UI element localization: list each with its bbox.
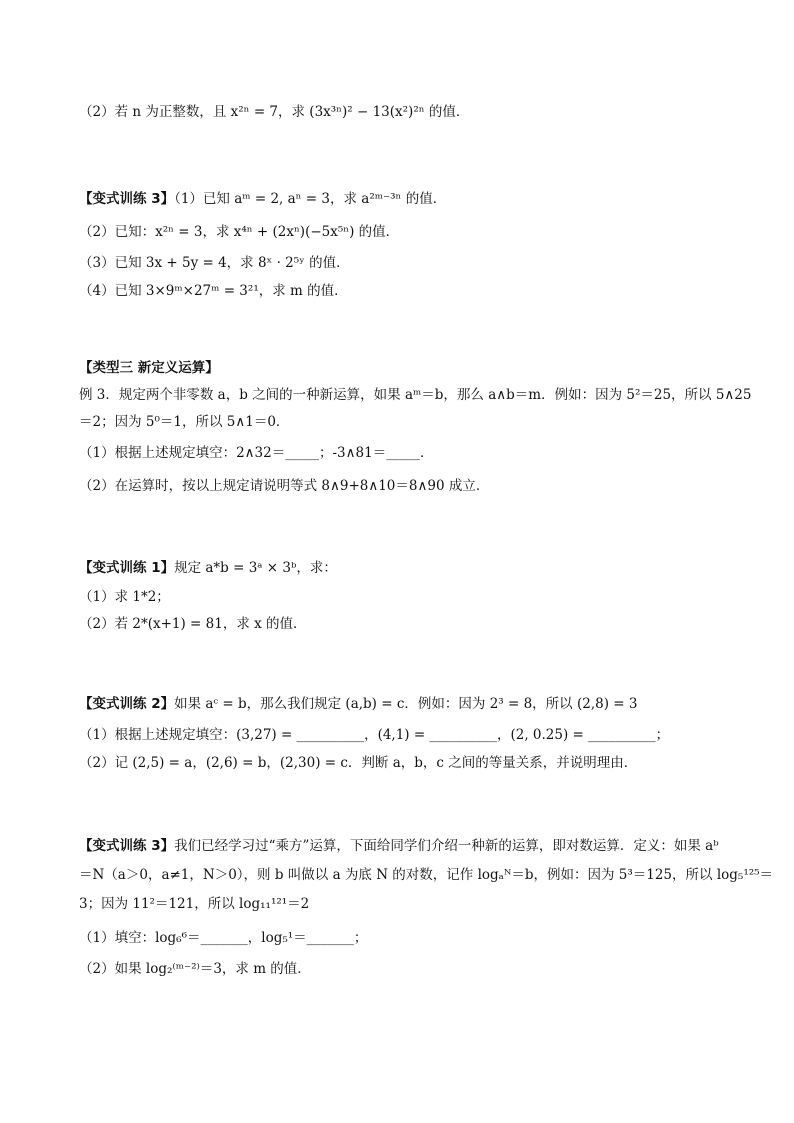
variant-3b-heading-line bbox=[79, 836, 730, 856]
variant-2-title: 【变式训练 2】 bbox=[79, 696, 175, 712]
variant-3-q3: （3）已知 3x + 5y = 4，求 8ˣ · 2⁵ʸ 的值． bbox=[79, 255, 350, 271]
variant-3b-q2: （2）如果 log₂⁽ᵐ⁻²⁾＝3，求 m 的值． bbox=[79, 961, 311, 977]
variant-1-q2: （2）若 2*(x+1) = 81，求 x 的值． bbox=[79, 616, 307, 632]
variant-3b-title: 【变式训练 3】 bbox=[79, 838, 175, 854]
variant-3b-line-2: ＝N（a＞0，a≠1，N＞0），则 b 叫做以 a 为底 N 的对数，记作 logₐᴺ＝b，例如：因为 5³＝125，所以 log₅¹²⁵＝ bbox=[79, 867, 774, 883]
variant-2-main: 如果 aᶜ = b，那么我们规定 (a,b) = c．例如：因为 2³ = 8，所以 (2,8) = 3 bbox=[174, 696, 638, 712]
variant-3-q2: （2）已知：x²ⁿ = 3，求 x⁴ⁿ + (2xⁿ)(−5x⁵ⁿ) 的值． bbox=[79, 224, 400, 240]
example-3-q2: （2）在运算时，按以上规定请说明等式 8∧9+8∧10＝8∧90 成立． bbox=[79, 478, 490, 494]
example-3-line-2: ＝2；因为 5⁰＝1，所以 5∧1＝0． bbox=[79, 414, 290, 430]
variant-3-title: 【变式训练 3】 bbox=[79, 191, 175, 207]
variant-1-main: 规定 a*b = 3ᵃ × 3ᵇ，求： bbox=[174, 560, 337, 576]
type-3-title: 【类型三 新定义运算】 bbox=[79, 360, 219, 376]
variant-1-title: 【变式训练 1】 bbox=[79, 560, 175, 576]
example-3-q1: （1）根据上述规定填空：2∧32＝_____；-3∧81＝_____． bbox=[79, 445, 434, 461]
variant-3-q4: （4）已知 3×9ᵐ×27ᵐ = 3²¹，求 m 的值． bbox=[79, 283, 348, 299]
variant-2-heading-line bbox=[79, 694, 730, 714]
variant-3-q1: （1）已知 aᵐ = 2, aⁿ = 3，求 a²ᵐ⁻³ⁿ 的值． bbox=[174, 191, 447, 207]
example-3-line-1: 例 3．规定两个非零数 a，b 之间的一种新运算，如果 aᵐ＝b，那么 a∧b＝m．例如：因为 5²＝25，所以 5∧25 bbox=[79, 387, 752, 403]
problem-2-text: （2）若 n 为正整数，且 x²ⁿ = 7，求 (3x³ⁿ)² − 13(x²)²ⁿ 的值． bbox=[79, 104, 470, 120]
variant-3-heading-line bbox=[79, 189, 730, 209]
variant-3b-line-3: 3；因为 11²＝121，所以 log₁₁¹²¹＝2 bbox=[79, 896, 310, 912]
variant-2-q2: （2）记 (2,5) = a，(2,6) = b，(2,30) = c．判断 a，b，c 之间的等量关系，并说明理由． bbox=[79, 755, 638, 771]
variant-3b-line-1: 我们已经学习过“乘方”运算，下面给同学们介绍一种新的运算，即对数运算．定义：如果 aᵇ bbox=[174, 838, 719, 854]
variant-3b-q1: （1）填空：log₆⁶＝_______，log₅¹＝_______； bbox=[79, 930, 368, 946]
variant-2-q1: （1）根据上述规定填空：(3,27) = __________，(4,1) = __________，(2, 0.25) = __________； bbox=[79, 727, 670, 743]
variant-1-heading-line bbox=[79, 558, 730, 578]
variant-1-q1: （1）求 1*2； bbox=[79, 589, 170, 605]
